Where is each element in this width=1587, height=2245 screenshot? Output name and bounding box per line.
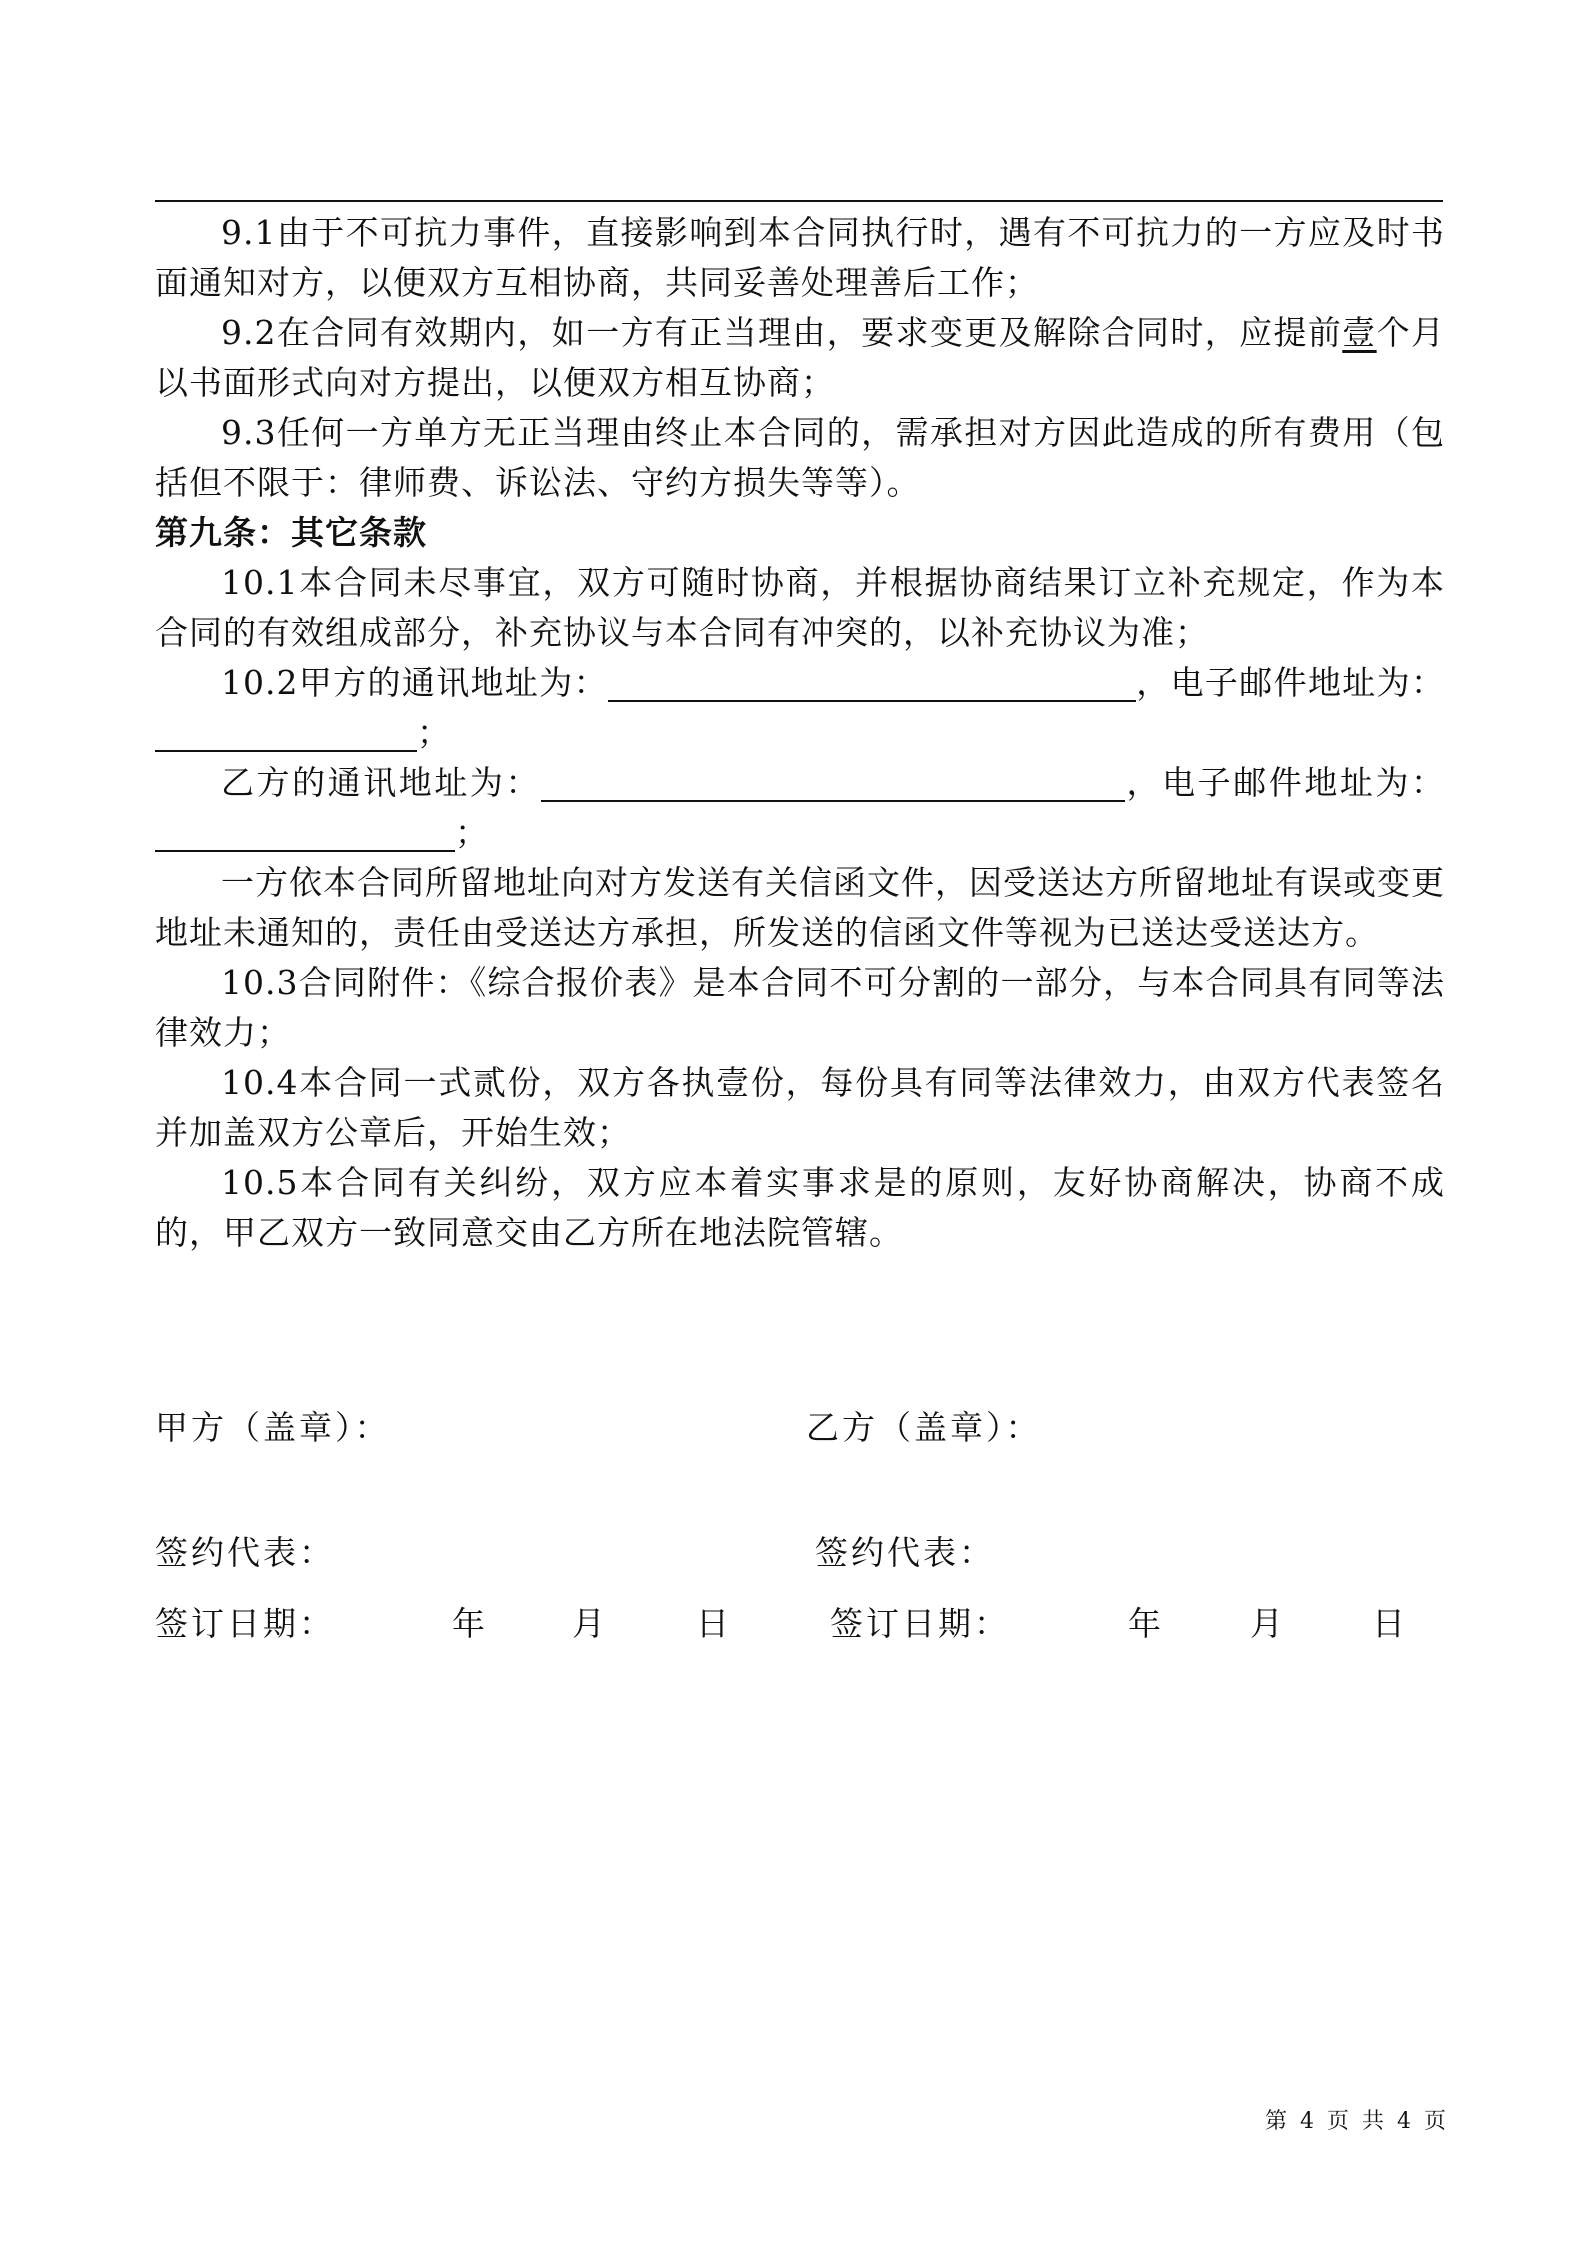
party-a-month: 月 bbox=[572, 1604, 608, 1643]
clause-10-2 bbox=[155, 658, 1445, 758]
clause-9-2 bbox=[155, 308, 1445, 408]
party-b-address-blank bbox=[541, 764, 1125, 802]
clause-10-2-party-b bbox=[155, 758, 1445, 858]
party-a-email-blank bbox=[155, 714, 417, 752]
party-b-email-label: ，电子邮件地址为： bbox=[1125, 763, 1446, 802]
party-b-year: 年 bbox=[1128, 1604, 1164, 1643]
clause-10-1: 10.1本合同未尽事宜，双方可随时协商，并根据协商结果订立补充规定，作为本合同的有效组成部分，补充协议与本合同有冲突的，以补充协议为准； bbox=[155, 563, 1445, 652]
page-number: 第 4 页 共 4 页 bbox=[1265, 2109, 1449, 2134]
party-a-rep-label: 签约代表： bbox=[155, 1533, 335, 1572]
party-b-rep-label: 签约代表： bbox=[815, 1533, 995, 1572]
party-a-date-label: 签订日期： bbox=[155, 1604, 335, 1643]
party-a-address-label: 10.2甲方的通讯地址为： bbox=[221, 663, 608, 702]
party-b-month: 月 bbox=[1250, 1604, 1286, 1643]
party-b-address-label: 乙方的通讯地址为： bbox=[221, 763, 541, 802]
party-a-email-label: ，电子邮件地址为： bbox=[1135, 663, 1445, 702]
party-b-day: 日 bbox=[1372, 1604, 1408, 1643]
clause-9-2-text-end: 个月以书面形式向对方提出，以便双方相互协商； bbox=[155, 313, 1446, 402]
party-a-email-end: ； bbox=[417, 713, 451, 752]
party-a-address-blank bbox=[608, 664, 1136, 702]
party-b-seal-label: 乙方（盖章）： bbox=[806, 1408, 1042, 1447]
clause-10-5: 10.5本合同有关纠纷，双方应本着实事求是的原则，友好协商解决，协商不成的，甲乙双方一致同意交由乙方所在地法院管辖。 bbox=[155, 1163, 1445, 1252]
party-b-email-end: ； bbox=[455, 813, 489, 852]
clause-10-2-notice: 一方依本合同所留地址向对方发送有关信函文件，因受送达方所留地址有误或变更地址未通知的，责任由受送达方承担，所发送的信函文件等视为已送达受送达方。 bbox=[155, 863, 1445, 952]
section-heading: 第九条：其它条款 bbox=[155, 513, 427, 552]
header-rule bbox=[155, 200, 1443, 202]
clause-10-3: 10.3合同附件：《综合报价表》是本合同不可分割的一部分，与本合同具有同等法律效力； bbox=[155, 963, 1445, 1052]
clause-9-2-text: 9.2在合同有效期内，如一方有正当理由，要求变更及解除合同时，应提前 bbox=[221, 313, 1343, 352]
party-a-year: 年 bbox=[452, 1604, 488, 1643]
contract-body bbox=[155, 208, 1445, 1258]
clause-10-4: 10.4本合同一式贰份，双方各执壹份，每份具有同等法律效力，由双方代表签名并加盖双方公章后，开始生效； bbox=[155, 1063, 1445, 1152]
party-b-email-blank bbox=[155, 814, 455, 852]
party-b-date-label: 签订日期： bbox=[830, 1604, 1010, 1643]
party-a-seal-label: 甲方（盖章）： bbox=[155, 1408, 391, 1447]
party-a-day: 日 bbox=[696, 1604, 732, 1643]
clause-9-3: 9.3任何一方单方无正当理由终止本合同的，需承担对方因此造成的所有费用（包括但不限于：律师费、诉讼法、守约方损失等等）。 bbox=[155, 413, 1445, 502]
notice-period-value: 壹 bbox=[1342, 313, 1377, 352]
clause-9-1: 9.1由于不可抗力事件，直接影响到本合同执行时，遇有不可抗力的一方应及时书面通知对方，以便双方互相协商，共同妥善处理善后工作； bbox=[155, 213, 1445, 302]
